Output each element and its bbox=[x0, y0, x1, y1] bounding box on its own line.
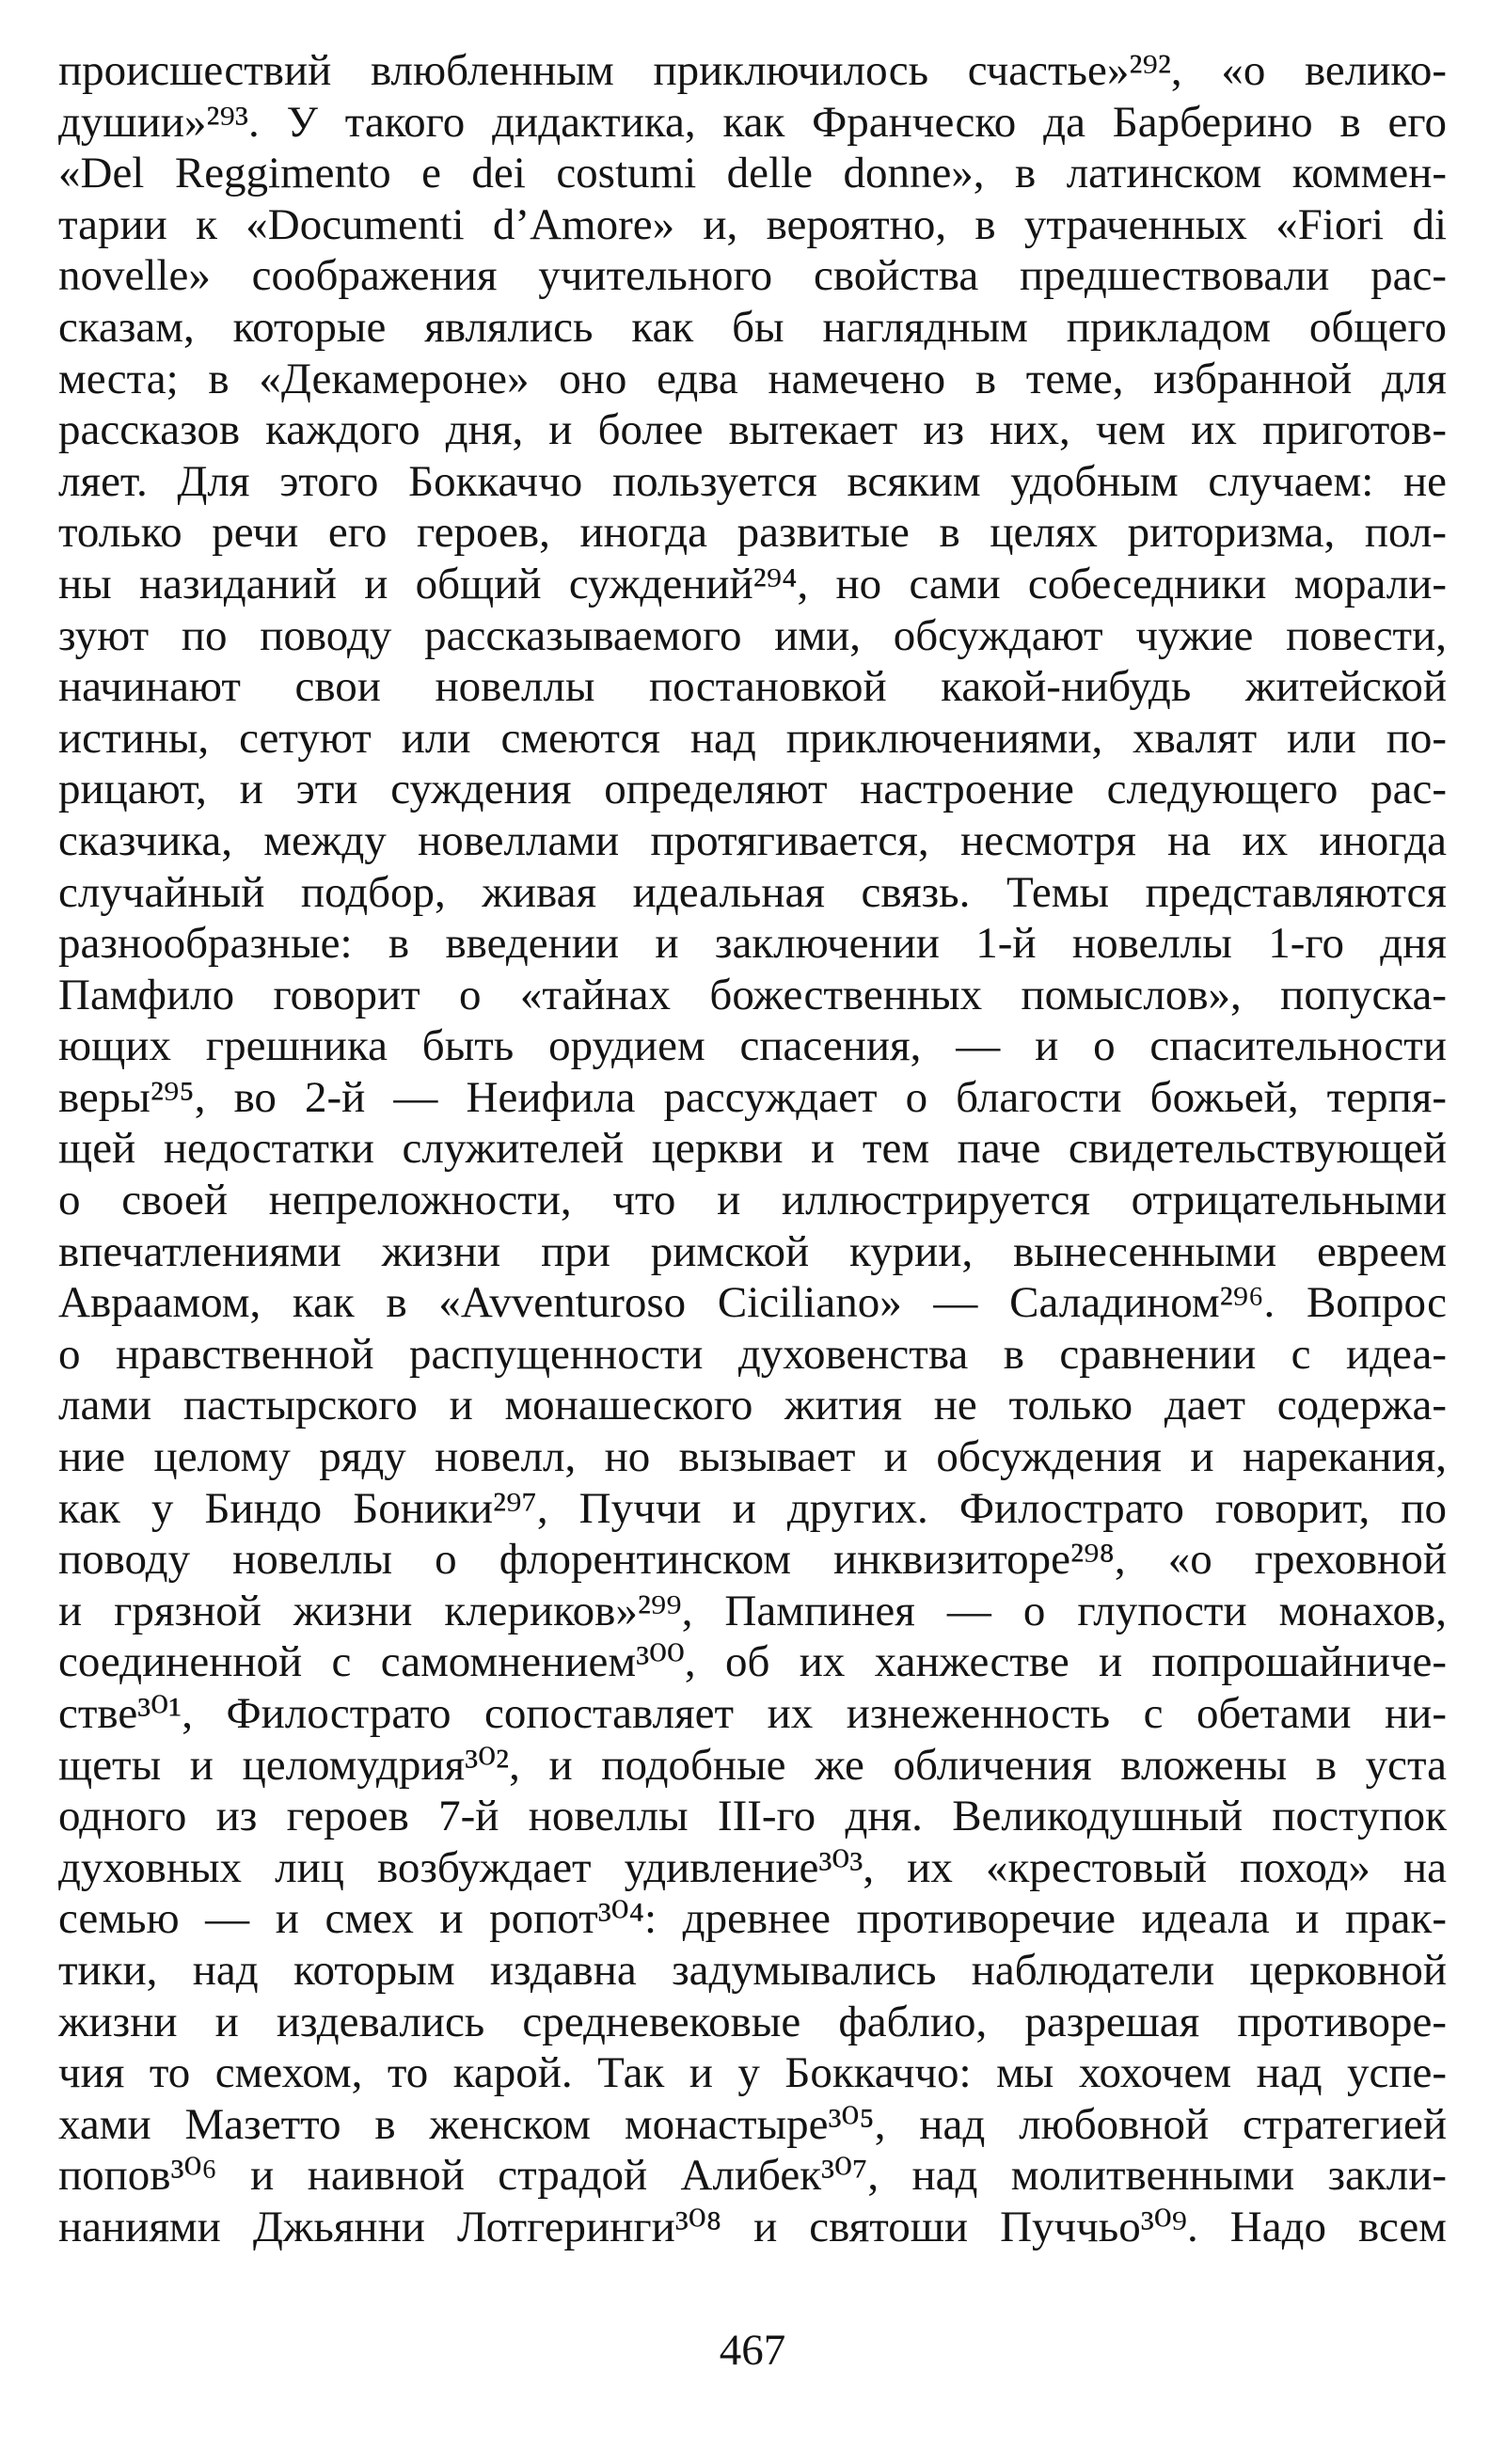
text-line: Авраамом, как в «Avventuroso Ciciliano» — Саладином²⁹⁶. Вопрос bbox=[58, 1278, 1447, 1328]
text-line: семью — и смех и ропот³⁰⁴: древнее противоречие идеала и прак- bbox=[58, 1894, 1447, 1944]
text-line: ющих грешника быть орудием спасения, — и о спасительности bbox=[58, 1021, 1447, 1071]
text-line: духовных лиц возбуждает удивление³⁰³, их «крестовый поход» на bbox=[58, 1842, 1447, 1892]
text-line: попов³⁰⁶ и наивной страдой Алибек³⁰⁷, над молитвенными закли- bbox=[58, 2151, 1447, 2201]
text-line: наниями Джьянни Лотгеринги³⁰⁸ и святоши Пуччьо³⁰⁹. Надо всем bbox=[58, 2202, 1447, 2251]
text-line: стве³⁰¹, Филострато сопоставляет их изнеженность с обетами ни- bbox=[58, 1689, 1447, 1738]
text-line: места; в «Декамероне» оно едва намечено в теме, избранной для bbox=[58, 354, 1447, 403]
text-line: рассказов каждого дня, и более вытекает из них, чем их приготов- bbox=[58, 405, 1447, 455]
text-line: разнообразные: в введении и заключении 1-й новеллы 1-го дня bbox=[58, 919, 1447, 969]
text-line: сказам, которые являлись как бы наглядным прикладом общего bbox=[58, 302, 1447, 352]
text-line: лами пастырского и монашеского жития не только дает содержа- bbox=[58, 1381, 1447, 1430]
text-line: жизни и издевались средневековые фаблио, разрешая противоре- bbox=[58, 1997, 1447, 2046]
text-line: Памфило говорит о «тайнах божественных помыслов», попуска- bbox=[58, 970, 1447, 1019]
text-line: ние целому ряду новелл, но вызывает и обсуждения и нарекания, bbox=[58, 1432, 1447, 1482]
text-line: о своей непреложности, что и иллюстрируется отрицательными bbox=[58, 1176, 1447, 1225]
book-page bbox=[58, 45, 1447, 2415]
text-line: истины, сетуют или смеются над приключениями, хвалят или по- bbox=[58, 713, 1447, 763]
text-line: о нравственной распущенности духовенства в сравнении с идеа- bbox=[58, 1329, 1447, 1379]
text-line: впечатлениями жизни при римской курии, вынесенными евреем bbox=[58, 1226, 1447, 1276]
text-line: и грязной жизни клериков»²⁹⁹, Пампинея — о глупости монахов, bbox=[58, 1586, 1447, 1635]
text-line: зуют по поводу рассказываемого ими, обсуждают чужие повести, bbox=[58, 610, 1447, 660]
text-line: ляет. Для этого Боккаччо пользуется всяким удобным случаем: не bbox=[58, 456, 1447, 506]
text-line: душии»²⁹³. У такого дидактика, как Франческо да Барберино в его bbox=[58, 97, 1447, 147]
text-line: случайный подбор, живая идеальная связь. Темы представляются bbox=[58, 867, 1447, 917]
text-line: ны назиданий и общий суждений²⁹⁴, но сами собеседники морали- bbox=[58, 559, 1447, 608]
text-line: «Del Reggimento e dei costumi delle donne», в латинском коммен- bbox=[58, 149, 1447, 198]
text-line: хами Мазетто в женском монастыре³⁰⁵, над любовной стратегией bbox=[58, 2099, 1447, 2149]
text-line: сказчика, между новеллами протягивается, несмотря на их иногда bbox=[58, 815, 1447, 865]
text-line: одного из героев 7-й новеллы III-го дня. Великодушный поступок bbox=[58, 1792, 1447, 1841]
body-text bbox=[58, 45, 1447, 2253]
text-line: начинают свои новеллы постановкой какой-нибудь житейской bbox=[58, 662, 1447, 712]
text-line: соединенной с самомнением³⁰⁰, об их ханжестве и попрошайниче- bbox=[58, 1637, 1447, 1687]
text-line: щей недостатки служителей церкви и тем паче свидетельствующей bbox=[58, 1124, 1447, 1174]
text-line: веры²⁹⁵, во 2-й — Неифила рассуждает о благости божьей, терпя- bbox=[58, 1072, 1447, 1122]
text-line: происшествий влюбленным приключилось счастье»²⁹², «о велико- bbox=[58, 46, 1447, 95]
page-number: 467 bbox=[719, 2326, 786, 2375]
text-line: novelle» соображения учительного свойства предшествовали рас- bbox=[58, 251, 1447, 301]
text-line: тики, над которым издавна задумывались наблюдатели церковной bbox=[58, 1945, 1447, 1995]
text-line: только речи его героев, иногда развитые в целях риторизма, пол- bbox=[58, 508, 1447, 558]
text-line: рицают, и эти суждения определяют настроение следующего рас- bbox=[58, 765, 1447, 814]
text-line: чия то смехом, то карой. Так и у Боккаччо: мы хохочем над успе- bbox=[58, 2048, 1447, 2098]
text-line: тарии к «Documenti d’Amore» и, вероятно, в утраченных «Fiori di bbox=[58, 199, 1447, 249]
text-line: поводу новеллы о флорентинском инквизиторе²⁹⁸, «о греховной bbox=[58, 1535, 1447, 1585]
text-line: как у Биндо Боники²⁹⁷, Пуччи и других. Филострато говорит, по bbox=[58, 1483, 1447, 1533]
text-line: щеты и целомудрия³⁰², и подобные же обличения вложены в уста bbox=[58, 1740, 1447, 1790]
